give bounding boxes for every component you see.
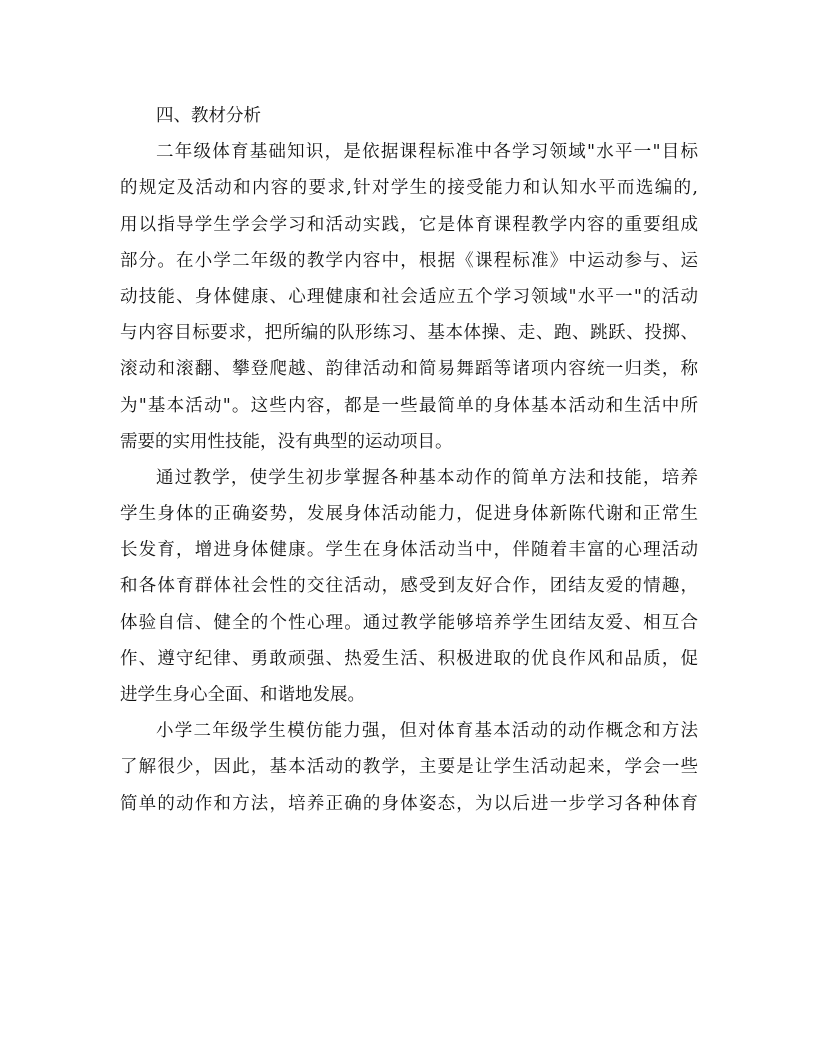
paragraph-line: 与内容目标要求，把所编的队形练习、基本体操、走、跑、跳跃、投掷、	[120, 323, 698, 344]
section-heading: 四、教材分析	[156, 106, 261, 126]
paragraph-line: 简单的动作和方法，培养正确的身体姿态，为以后进一步学习各种体育	[120, 793, 698, 814]
paragraph-line: 长发育，增进身体健康。学生在身体活动当中，伴随着丰富的心理活动	[120, 540, 698, 561]
paragraph-line: 为"基本活动"。这些内容，都是一些最简单的身体基本活动和生活中所	[120, 395, 698, 416]
paragraph-1	[120, 134, 698, 460]
paragraph-2	[120, 460, 698, 713]
document-body	[120, 98, 698, 822]
paragraph-line: 进学生身心全面、和谐地发展。	[120, 685, 365, 705]
paragraph-line: 学生身体的正确姿势，发展身体活动能力，促进身体新陈代谢和正常生	[120, 504, 698, 525]
paragraph-line: 用以指导学生学会学习和活动实践，它是体育课程教学内容的重要组成	[120, 214, 698, 235]
paragraph-line: 需要的实用性技能，没有典型的运动项目。	[120, 431, 453, 452]
paragraph-line: 和各体育群体社会性的交往活动，感受到友好合作，团结友爱的情趣，	[120, 576, 698, 597]
paragraph-line: 的规定及活动和内容的要求,针对学生的接受能力和认知水平而选编的,	[120, 178, 698, 199]
paragraph-line: 部分。在小学二年级的教学内容中，根据《课程标准》中运动参与、运	[120, 250, 698, 271]
paragraph-line: 动技能、身体健康、心理健康和社会适应五个学习领域"水平一"的活动	[120, 286, 698, 307]
paragraph-line: 滚动和滚翻、攀登爬越、韵律活动和简易舞蹈等诸项内容统一归类，称	[120, 359, 698, 380]
paragraph-line: 二年级体育基础知识，是依据课程标准中各学习领域"水平一"目标	[156, 142, 698, 163]
paragraph-line: 体验自信、健全的个性心理。通过教学能够培养学生团结友爱、相互合	[120, 612, 698, 633]
paragraph-line: 小学二年级学生模仿能力强，但对体育基本活动的动作概念和方法	[156, 721, 698, 742]
paragraph-line: 通过教学，使学生初步掌握各种基本动作的简单方法和技能，培养	[156, 467, 698, 488]
paragraph-line: 作、遵守纪律、勇敢顽强、热爱生活、积极进取的优良作风和品质，促	[120, 648, 698, 669]
paragraph-line: 了解很少，因此，基本活动的教学，主要是让学生活动起来，学会一些	[120, 757, 698, 778]
paragraph-3	[120, 713, 698, 822]
